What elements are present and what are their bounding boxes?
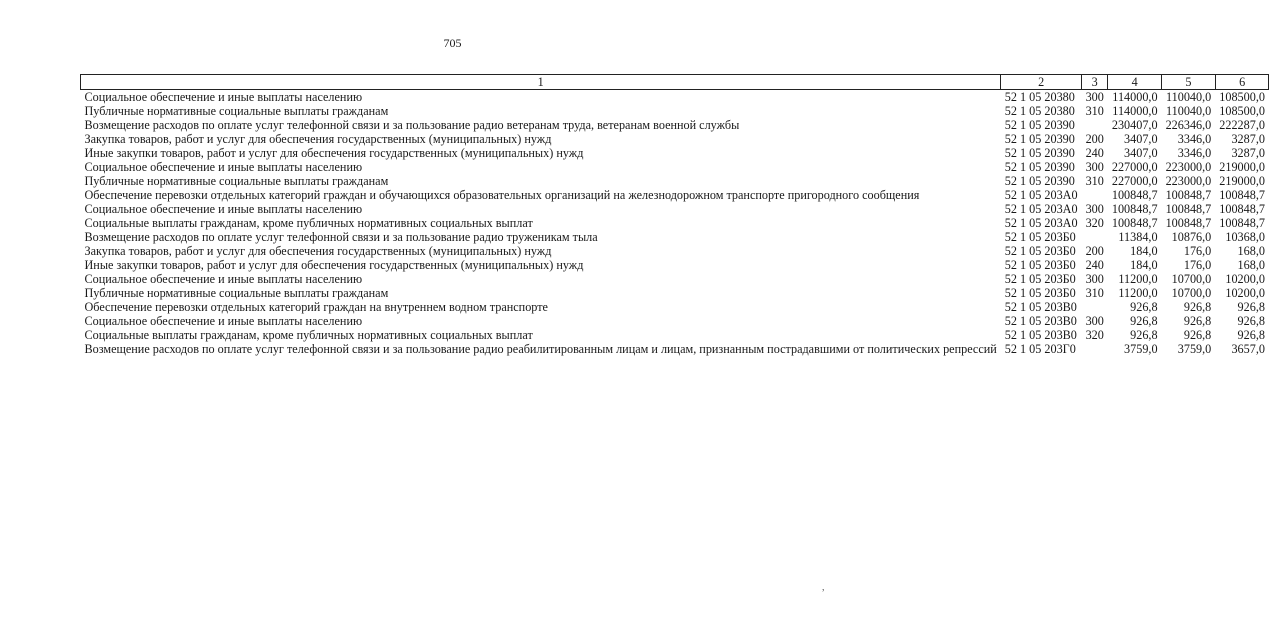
row-value-2020: 100848,7 xyxy=(1165,202,1212,216)
row-value-2019: 11384,0 xyxy=(1118,230,1158,244)
row-expense-kind: 200 xyxy=(1085,132,1104,146)
table-row xyxy=(81,314,1269,328)
row-expense-kind xyxy=(1082,118,1108,132)
row-expense-kind: 240 xyxy=(1085,146,1104,160)
row-expense-kind: 310 xyxy=(1085,286,1104,300)
row-target-code: 52 1 05 203В0 xyxy=(1004,314,1077,328)
row-name: Закупка товаров, работ и услуг для обеспечения государственных (муниципальных) нужд xyxy=(84,132,552,146)
row-value-2020: 3346,0 xyxy=(1177,146,1212,160)
row-value-2020: 926,8 xyxy=(1183,328,1212,342)
row-value-2019: 3407,0 xyxy=(1124,146,1158,160)
row-value-2021: 10200,0 xyxy=(1225,272,1265,286)
row-value-2019: 227000,0 xyxy=(1111,160,1158,174)
col-header-6: 6 xyxy=(1215,75,1269,90)
row-value-2020: 110040,0 xyxy=(1166,90,1212,104)
row-expense-kind: 300 xyxy=(1085,160,1104,174)
row-target-code: 52 1 05 203А0 xyxy=(1004,216,1078,230)
row-value-2019: 114000,0 xyxy=(1112,90,1158,104)
row-value-2020: 176,0 xyxy=(1183,244,1212,258)
row-target-code: 52 1 05 20390 xyxy=(1004,146,1075,160)
row-value-2019: 100848,7 xyxy=(1111,188,1158,202)
table-header-row xyxy=(81,75,1269,90)
row-expense-kind: 300 xyxy=(1085,314,1104,328)
row-value-2021: 168,0 xyxy=(1237,258,1265,272)
table-row xyxy=(81,272,1269,286)
scan-mark: , xyxy=(822,582,825,593)
row-value-2019: 227000,0 xyxy=(1111,174,1158,188)
row-value-2021: 10200,0 xyxy=(1225,286,1265,300)
row-name: Социальное обеспечение и иные выплаты населению xyxy=(84,202,363,216)
row-value-2021: 3657,0 xyxy=(1231,342,1265,356)
row-name: Социальное обеспечение и иные выплаты населению xyxy=(84,160,363,174)
row-value-2020: 10700,0 xyxy=(1171,286,1212,300)
row-name: Социальные выплаты гражданам, кроме публичных нормативных социальных выплат xyxy=(84,328,533,342)
row-value-2021: 219000,0 xyxy=(1219,160,1265,174)
row-value-2019: 926,8 xyxy=(1130,328,1158,342)
col-header-3: 3 xyxy=(1082,75,1108,90)
row-value-2021: 222287,0 xyxy=(1219,118,1265,132)
row-value-2020: 926,8 xyxy=(1183,300,1212,314)
row-target-code: 52 1 05 203Г0 xyxy=(1004,342,1076,356)
row-name: Возмещение расходов по оплате услуг телефонной связи и за пользование радио труженикам тыла xyxy=(84,230,598,244)
table-row xyxy=(81,118,1269,132)
table-row xyxy=(81,132,1269,146)
row-value-2021: 100848,7 xyxy=(1219,216,1265,230)
row-target-code: 52 1 05 203Б0 xyxy=(1004,258,1076,272)
row-value-2019: 11200,0 xyxy=(1118,272,1158,286)
table-row xyxy=(81,188,1269,202)
col-header-4: 4 xyxy=(1108,75,1162,90)
row-target-code: 52 1 05 203А0 xyxy=(1004,188,1078,202)
table-row xyxy=(81,328,1269,342)
table-row xyxy=(81,230,1269,244)
table-row xyxy=(81,342,1269,356)
row-name: Возмещение расходов по оплате услуг телефонной связи и за пользование радио реабилитированным лицам и лицам, признанным пострадавшими от политических репрессий xyxy=(84,342,997,356)
col-header-5: 5 xyxy=(1162,75,1216,90)
table-row xyxy=(81,258,1269,272)
row-name: Иные закупки товаров, работ и услуг для обеспечения государственных (муниципальных) нужд xyxy=(84,146,584,160)
row-name: Социальное обеспечение и иные выплаты населению xyxy=(84,90,363,104)
row-expense-kind xyxy=(1082,188,1108,202)
table-row xyxy=(81,104,1269,118)
row-expense-kind: 320 xyxy=(1085,328,1104,342)
row-value-2019: 114000,0 xyxy=(1112,104,1158,118)
budget-table xyxy=(80,74,1269,356)
row-expense-kind: 240 xyxy=(1085,258,1104,272)
row-expense-kind: 300 xyxy=(1085,202,1104,216)
row-value-2019: 184,0 xyxy=(1130,258,1158,272)
row-expense-kind xyxy=(1082,230,1108,244)
row-target-code: 52 1 05 203А0 xyxy=(1004,202,1078,216)
row-name: Закупка товаров, работ и услуг для обеспечения государственных (муниципальных) нужд xyxy=(84,244,552,258)
row-target-code: 52 1 05 20390 xyxy=(1004,118,1075,132)
row-value-2020: 110040,0 xyxy=(1166,104,1212,118)
row-expense-kind: 320 xyxy=(1085,216,1104,230)
row-value-2020: 10876,0 xyxy=(1171,230,1212,244)
table-row xyxy=(81,160,1269,174)
row-value-2021: 926,8 xyxy=(1237,300,1265,314)
row-target-code: 52 1 05 203Б0 xyxy=(1004,286,1076,300)
row-value-2019: 3407,0 xyxy=(1124,132,1158,146)
row-value-2019: 11200,0 xyxy=(1118,286,1158,300)
row-value-2021: 100848,7 xyxy=(1219,202,1265,216)
table-row xyxy=(81,300,1269,314)
row-name: Социальное обеспечение и иные выплаты населению xyxy=(84,314,363,328)
row-target-code: 52 1 05 20380 xyxy=(1004,104,1075,118)
row-name: Возмещение расходов по оплате услуг телефонной связи и за пользование радио ветеранам труда, ветеранам военной службы xyxy=(84,118,740,132)
row-target-code: 52 1 05 203Б0 xyxy=(1004,244,1076,258)
row-target-code: 52 1 05 20390 xyxy=(1004,160,1075,174)
row-name: Социальные выплаты гражданам, кроме публичных нормативных социальных выплат xyxy=(84,216,533,230)
row-value-2021: 108500,0 xyxy=(1219,90,1265,104)
row-value-2020: 223000,0 xyxy=(1165,160,1212,174)
row-value-2019: 100848,7 xyxy=(1111,216,1158,230)
table-body xyxy=(81,90,1269,357)
table-row xyxy=(81,146,1269,160)
row-expense-kind: 300 xyxy=(1085,90,1104,104)
row-value-2021: 219000,0 xyxy=(1219,174,1265,188)
page-number: 705 xyxy=(443,36,462,50)
row-name: Иные закупки товаров, работ и услуг для обеспечения государственных (муниципальных) нужд xyxy=(84,258,584,272)
row-target-code: 52 1 05 203Б0 xyxy=(1004,272,1076,286)
table-row xyxy=(81,244,1269,258)
row-target-code: 52 1 05 203Б0 xyxy=(1004,230,1076,244)
row-name: Обеспечение перевозки отдельных категорий граждан и обучающихся образовательных организаций на железнодорожном транспорте пригородного сообщения xyxy=(84,188,920,202)
row-value-2020: 3759,0 xyxy=(1177,342,1212,356)
table-row xyxy=(81,202,1269,216)
col-header-1: 1 xyxy=(81,75,1001,90)
table-row xyxy=(81,216,1269,230)
row-target-code: 52 1 05 20390 xyxy=(1004,174,1075,188)
row-value-2020: 3346,0 xyxy=(1177,132,1212,146)
table-row xyxy=(81,90,1269,105)
row-value-2019: 3759,0 xyxy=(1124,342,1158,356)
row-name: Социальное обеспечение и иные выплаты населению xyxy=(84,272,363,286)
row-value-2020: 100848,7 xyxy=(1165,188,1212,202)
row-value-2021: 10368,0 xyxy=(1225,230,1265,244)
row-value-2019: 926,8 xyxy=(1130,300,1158,314)
row-value-2019: 184,0 xyxy=(1130,244,1158,258)
row-value-2021: 100848,7 xyxy=(1219,188,1265,202)
row-expense-kind: 310 xyxy=(1085,174,1104,188)
row-value-2019: 926,8 xyxy=(1130,314,1158,328)
row-expense-kind xyxy=(1082,342,1108,356)
row-value-2021: 3287,0 xyxy=(1231,146,1265,160)
row-value-2020: 10700,0 xyxy=(1171,272,1212,286)
row-name: Публичные нормативные социальные выплаты гражданам xyxy=(84,286,389,300)
table-row xyxy=(81,174,1269,188)
row-value-2021: 926,8 xyxy=(1237,328,1265,342)
row-value-2020: 100848,7 xyxy=(1165,216,1212,230)
row-value-2021: 3287,0 xyxy=(1231,132,1265,146)
row-value-2019: 100848,7 xyxy=(1111,202,1158,216)
row-value-2020: 926,8 xyxy=(1183,314,1212,328)
row-value-2021: 168,0 xyxy=(1237,244,1265,258)
row-expense-kind: 310 xyxy=(1085,104,1104,118)
row-expense-kind: 200 xyxy=(1085,244,1104,258)
row-value-2020: 176,0 xyxy=(1183,258,1212,272)
row-name: Публичные нормативные социальные выплаты гражданам xyxy=(84,104,389,118)
row-target-code: 52 1 05 203В0 xyxy=(1004,300,1077,314)
row-value-2021: 926,8 xyxy=(1237,314,1265,328)
row-target-code: 52 1 05 20390 xyxy=(1004,132,1075,146)
table-row xyxy=(81,286,1269,300)
row-value-2019: 230407,0 xyxy=(1111,118,1158,132)
row-value-2020: 223000,0 xyxy=(1165,174,1212,188)
row-value-2021: 108500,0 xyxy=(1219,104,1265,118)
row-name: Публичные нормативные социальные выплаты гражданам xyxy=(84,174,389,188)
col-header-2: 2 xyxy=(1001,75,1082,90)
row-name: Обеспечение перевозки отдельных категорий граждан на внутреннем водном транспорте xyxy=(84,300,548,314)
row-target-code: 52 1 05 203В0 xyxy=(1004,328,1077,342)
row-target-code: 52 1 05 20380 xyxy=(1004,90,1075,104)
row-value-2020: 226346,0 xyxy=(1165,118,1212,132)
row-expense-kind xyxy=(1082,300,1108,314)
row-expense-kind: 300 xyxy=(1085,272,1104,286)
